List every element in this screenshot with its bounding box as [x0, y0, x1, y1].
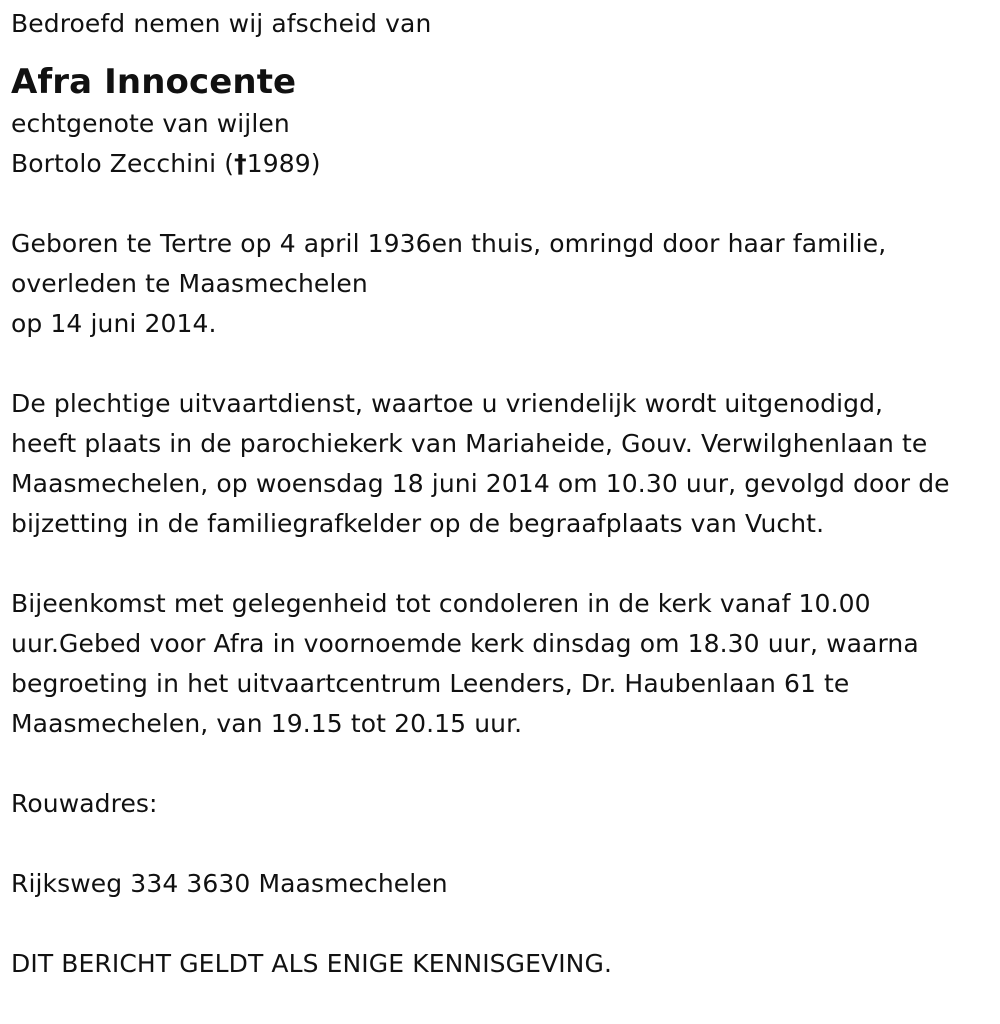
cross-icon: †: [234, 149, 247, 178]
spouse-line: [11, 144, 996, 184]
birth-text-line: overleden te Maasmechelen: [11, 269, 368, 298]
intro-text: Bedroefd nemen wij afscheid van: [11, 9, 432, 38]
address-label: Rouwadres:: [11, 789, 158, 818]
meeting-text-line: Bijeenkomst met gelegenheid tot condoleren in de kerk vanaf 10.00: [11, 589, 871, 618]
deceased-name: Afra Innocente: [11, 62, 297, 102]
meeting-text-line: uur.Gebed voor Afra in voornoemde kerk dinsdag om 18.30 uur, waarna: [11, 629, 919, 658]
service-text-line: heeft plaats in de parochiekerk van Mariaheide, Gouv. Verwilghenlaan te: [11, 429, 928, 458]
service-text-line: bijzetting in de familiegrafkelder op de begraafplaats van Vucht.: [11, 509, 825, 538]
closing-text: DIT BERICHT GELDT ALS ENIGE KENNISGEVING.: [11, 949, 612, 978]
spouse-death-year: 1989): [246, 149, 321, 178]
relation-text: echtgenote van wijlen: [11, 109, 290, 138]
service-text-line: De plechtige uitvaartdienst, waartoe u vriendelijk wordt uitgenodigd,: [11, 389, 884, 418]
birth-text-line: Geboren te Tertre op 4 april 1936en thuis, omringd door haar familie,: [11, 229, 887, 258]
service-text-line: Maasmechelen, op woensdag 18 juni 2014 om 10.30 uur, gevolgd door de: [11, 469, 950, 498]
address-text: Rijksweg 334 3630 Maasmechelen: [11, 869, 448, 898]
meeting-text-line: Maasmechelen, van 19.15 tot 20.15 uur.: [11, 709, 523, 738]
birth-text-line: op 14 juni 2014.: [11, 309, 217, 338]
death-notice: [11, 4, 996, 984]
meeting-text-line: begroeting in het uitvaartcentrum Leenders, Dr. Haubenlaan 61 te: [11, 669, 850, 698]
spouse-name: Bortolo Zecchini (: [11, 149, 235, 178]
